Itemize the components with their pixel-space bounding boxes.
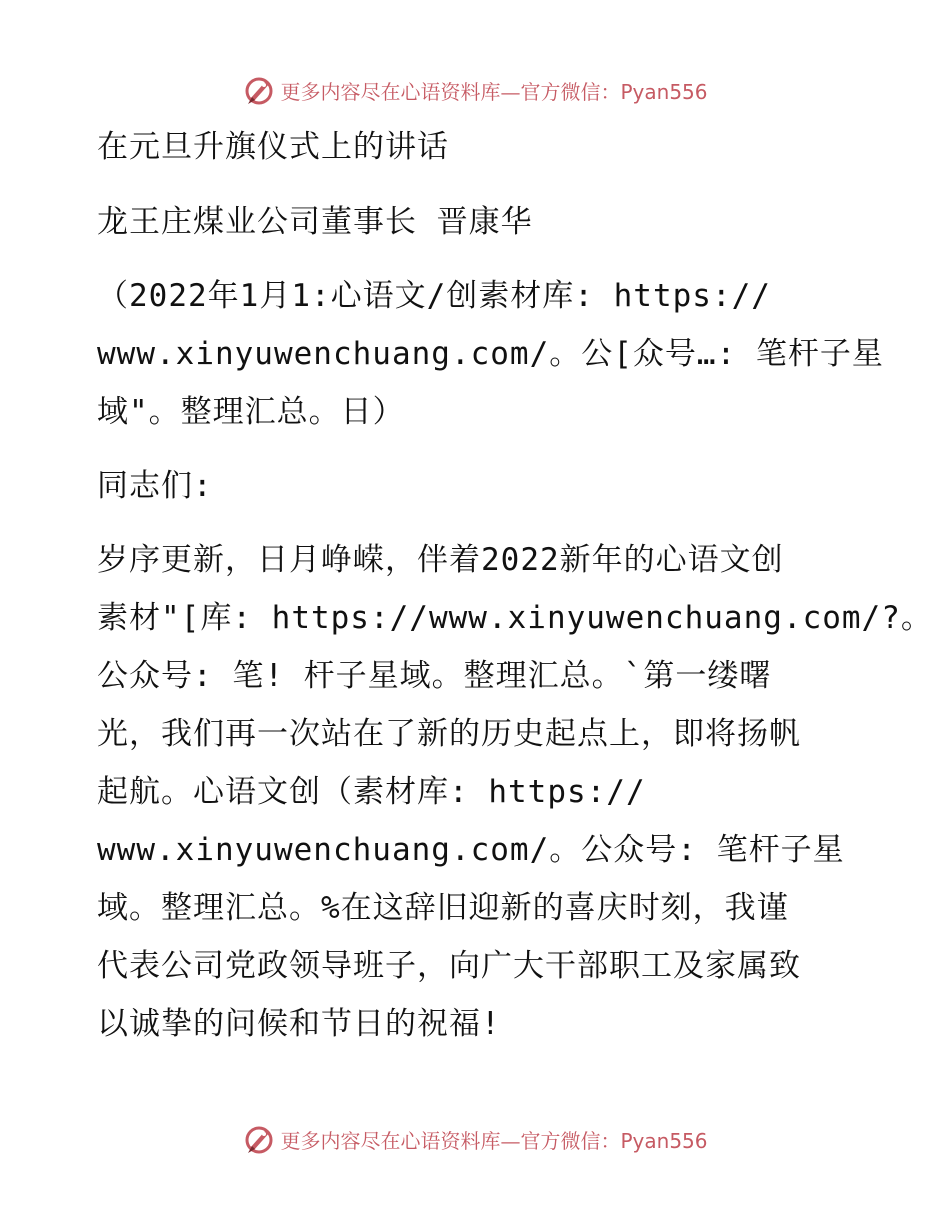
paragraph-line-6: www.xinyuwenchuang.com/。公众号: 笔杆子星 bbox=[97, 832, 845, 868]
banner-wechat-label: 官方微信： bbox=[520, 79, 621, 104]
paragraph-line-4: 光，我们再一次站在了新的历史起点上，即将扬帆 bbox=[97, 716, 801, 752]
paragraph-line-1: 岁序更新，日月峥嵘，伴着2022新年的心语文创 bbox=[97, 542, 784, 578]
banner-main-text: 更多内容尽在心语资料库— bbox=[280, 79, 521, 104]
date-line-3: 域"。整理汇总。日） bbox=[97, 394, 405, 430]
banner-wechat-id: Pyan556 bbox=[620, 1128, 708, 1153]
document-title: 在元旦升旗仪式上的讲话 bbox=[97, 129, 449, 165]
paragraph-line-7: 域。整理汇总。%在这辞旧迎新的喜庆时刻，我谨 bbox=[97, 890, 789, 926]
header-banner bbox=[0, 70, 950, 110]
paragraph-line-3: 公众号: 笔! 杆子星域。整理汇总。`第一缕曙 bbox=[97, 658, 772, 694]
banner-wechat-id: Pyan556 bbox=[620, 79, 708, 104]
paragraph-line-5: 起航。心语文创（素材库: https:// bbox=[97, 774, 646, 810]
paragraph-line-8: 代表公司党政领导班子，向广大干部职工及家属致 bbox=[97, 948, 801, 984]
pen-swirl-logo-icon bbox=[242, 73, 276, 107]
date-line-1: （2022年1月1:心语文/创素材库: https:// bbox=[97, 278, 771, 314]
date-line-2: www.xinyuwenchuang.com/。公[众号…: 笔杆子星 bbox=[97, 336, 884, 372]
paragraph-line-2: 素材"[库: https://www.xinyuwenchuang.com/?。 bbox=[97, 600, 933, 636]
document-author: 龙王庄煤业公司董事长 晋康华 bbox=[97, 204, 533, 240]
salutation: 同志们: bbox=[97, 468, 213, 504]
banner-main-text: 更多内容尽在心语资料库— bbox=[280, 1128, 521, 1153]
footer-banner bbox=[0, 1119, 950, 1159]
paragraph-line-9: 以诚挚的问候和节日的祝福! bbox=[97, 1006, 501, 1042]
banner-wechat-label: 官方微信： bbox=[520, 1128, 621, 1153]
pen-swirl-logo-icon bbox=[242, 1122, 276, 1156]
